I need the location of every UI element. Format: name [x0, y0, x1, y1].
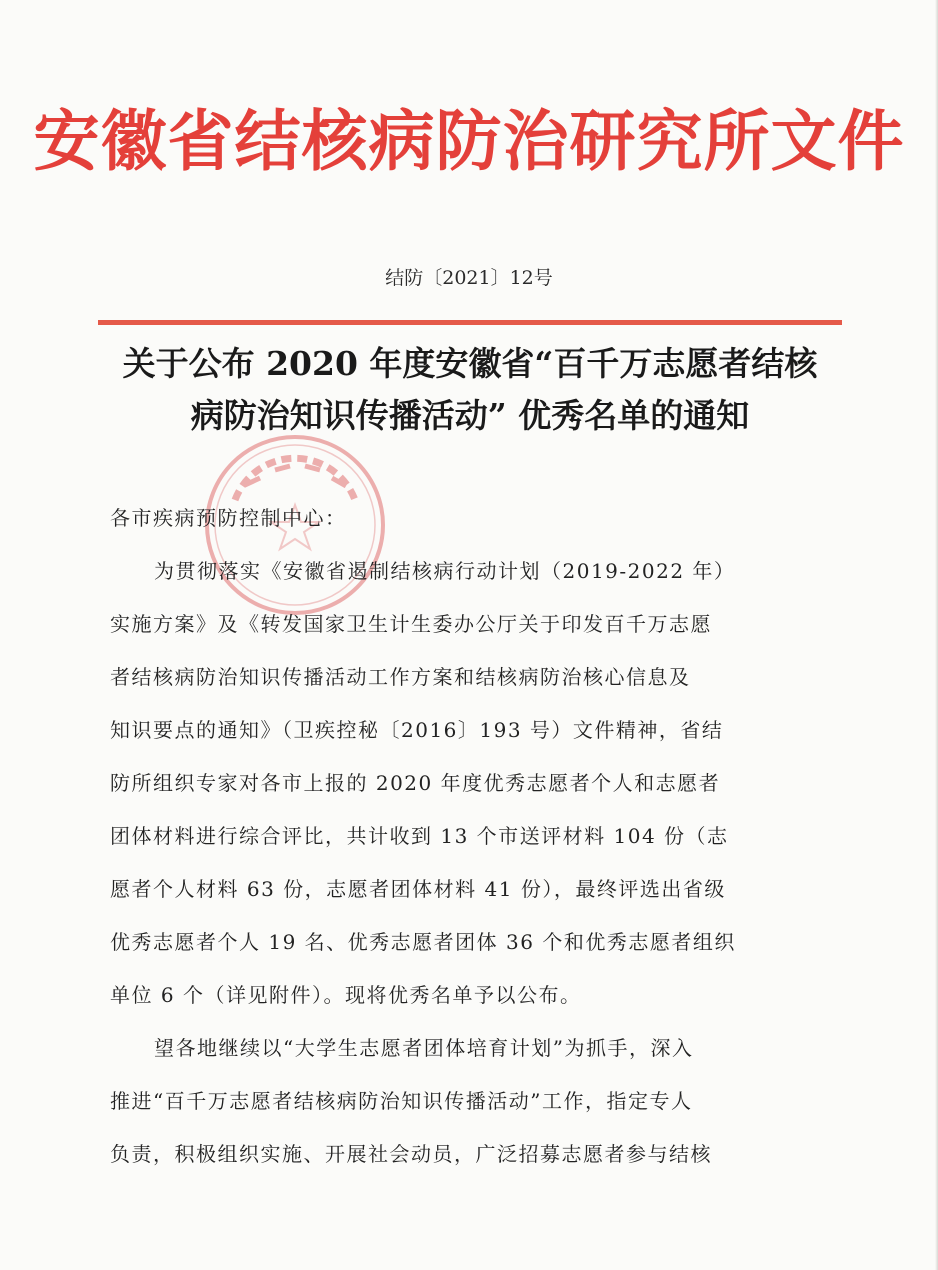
body-line: 防所组织专家对各市上报的 2020 年度优秀志愿者个人和志愿者 [110, 771, 721, 795]
body-line: 为贯彻落实《安徽省遏制结核病行动计划（2019-2022 年） [154, 559, 736, 583]
body-line: 知识要点的通知》（卫疾控秘〔2016〕193 号）文件精神，省结 [110, 718, 724, 742]
body-line: 单位 6 个（详见附件）。现将优秀名单予以公布。 [110, 983, 582, 1007]
red-divider-line [98, 320, 842, 325]
document-body [110, 492, 850, 1181]
body-line: 愿者个人材料 63 份，志愿者团体材料 41 份），最终评选出省级 [110, 877, 726, 901]
body-line: 实施方案》及《转发国家卫生计生委办公厅关于印发百千万志愿 [110, 612, 712, 636]
body-line: 优秀志愿者个人 19 名、优秀志愿者团体 36 个和优秀志愿者组织 [110, 930, 736, 954]
body-line: 推进“百千万志愿者结核病防治知识传播活动”工作，指定专人 [110, 1089, 693, 1113]
notice-title-line-1: 关于公布 2020 年度安徽省“百千万志愿者结核 [122, 344, 818, 383]
notice-title [98, 338, 842, 442]
document-number: 结防〔2021〕12号 [385, 267, 553, 289]
body-line: 负责，积极组织实施、开展社会动员，广泛招募志愿者参与结核 [110, 1142, 712, 1166]
body-line: 望各地继续以“大学生志愿者团体培育计划”为抓手，深入 [154, 1036, 694, 1060]
document-header-title: 安徽省结核病防治研究所文件 [33, 103, 905, 180]
body-line: 团体材料进行综合评比，共计收到 13 个市送评材料 104 份（志 [110, 824, 729, 848]
body-line: 者结核病防治知识传播活动工作方案和结核病防治核心信息及 [110, 665, 691, 689]
notice-title-line-2: 病防治知识传播活动” 优秀名单的通知 [190, 396, 750, 435]
salutation: 各市疾病预防控制中心： [110, 506, 347, 530]
